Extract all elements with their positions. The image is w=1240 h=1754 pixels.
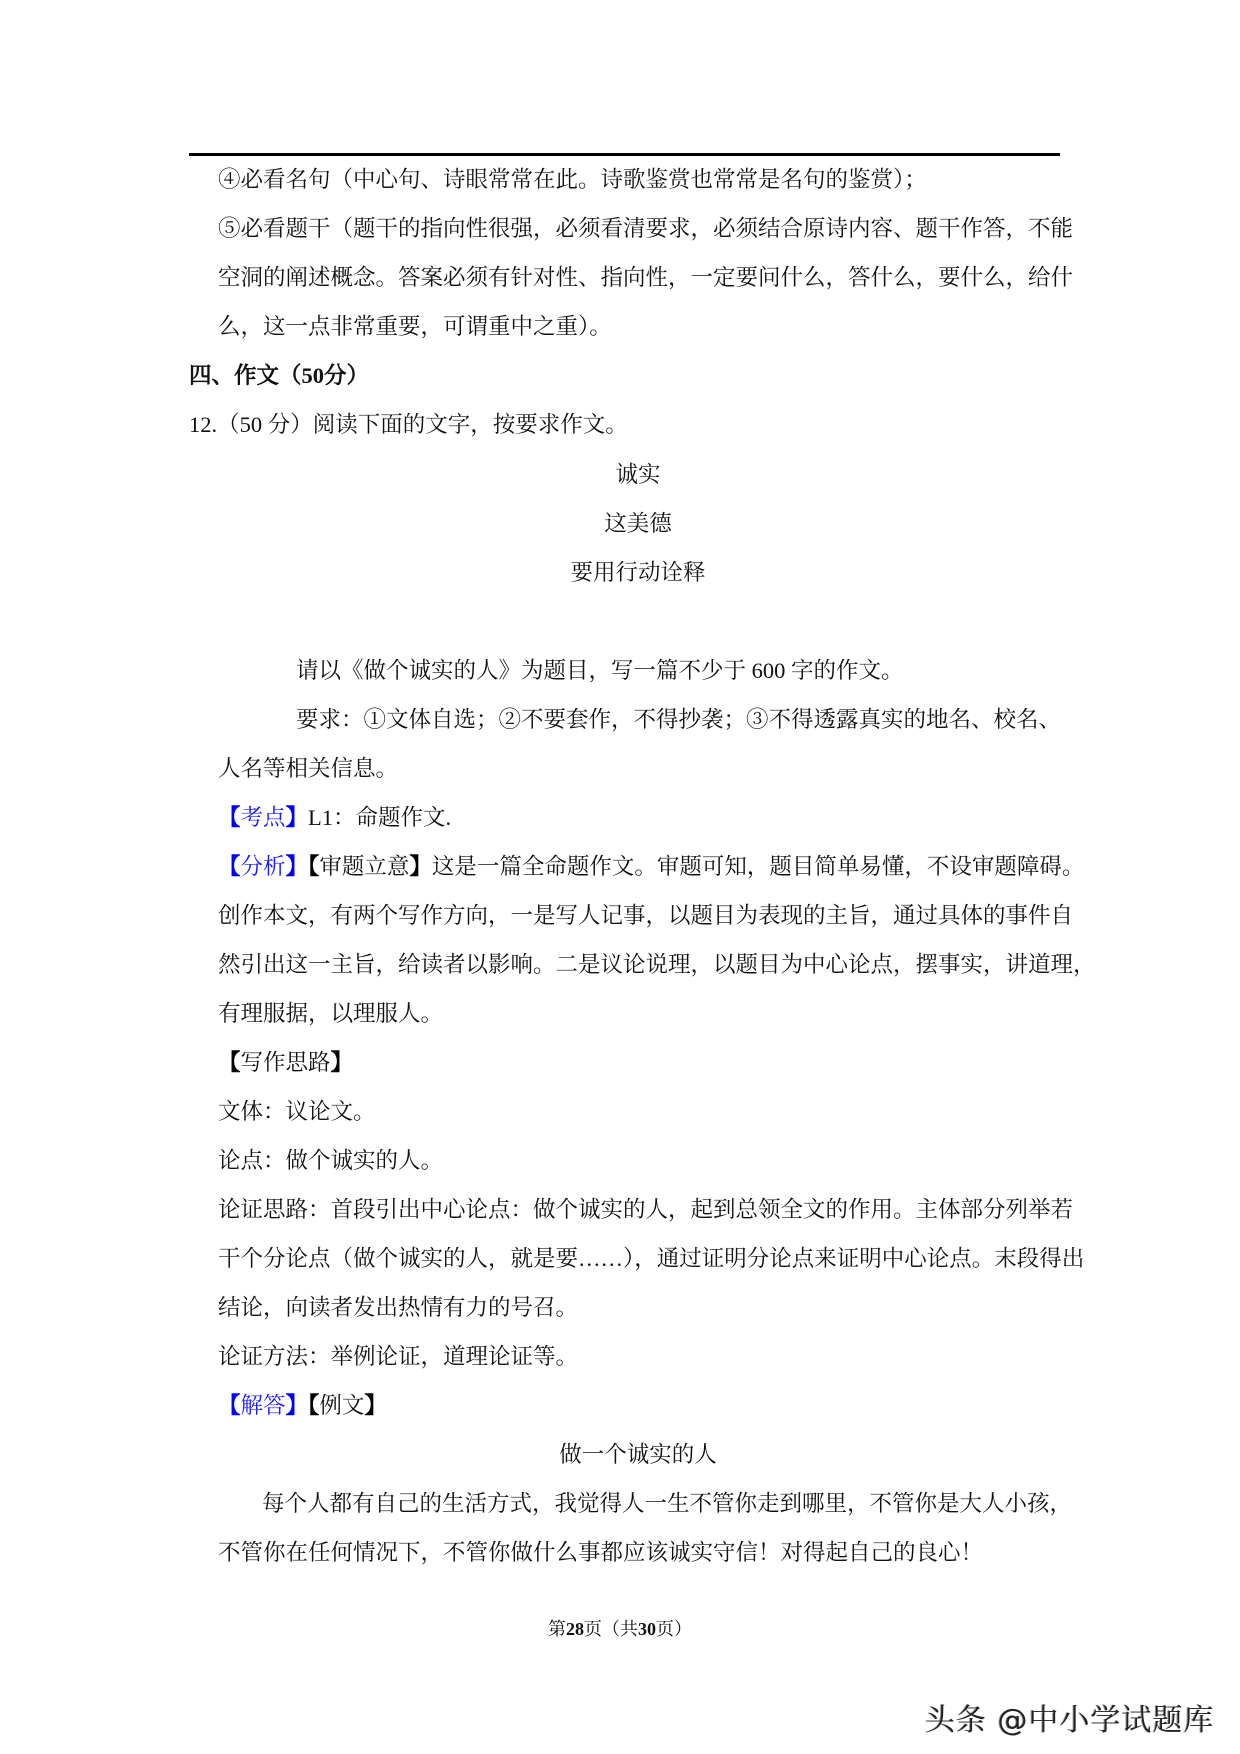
essay-line-2: 不管你在任何情况下，不管你做什么事都应该诚实守信！对得起自己的良心！ [218,1540,984,1565]
poem-line-3: 要用行动诠释 [570,560,706,585]
fenxi-line-4: 有理服据，以理服人。 [218,1001,444,1026]
footer-prefix: 第 [548,1619,566,1639]
footer-page-number: 28 [566,1619,584,1639]
page-footer [0,1615,1240,1641]
kaodian-row [218,803,451,833]
kaodian-text: L1：命题作文. [308,805,452,830]
section-heading: 四、作文（50分） [189,363,370,388]
bracket-open: 【 [218,1050,241,1075]
tip-line-5-end: 么，这一点非常重要，可谓重中之重）。 [218,314,612,339]
fenxi-subtag: 审题立意 [319,854,410,879]
methods-line: 论证方法：举例论证，道理论证等。 [218,1344,579,1369]
bracket-close: 】 [409,854,432,879]
thesis-line: 论点：做个诚实的人。 [218,1148,444,1173]
watermark: 头条 @中小学试题库 [925,1703,1215,1738]
essay-line-1: 每个人都有自己的生活方式，我觉得人一生不管你走到哪里，不管你是大人小孩， [262,1491,1073,1516]
bracket-open: 【 [308,1393,320,1418]
reasoning-line-3: 结论，向读者发出热情有力的号召。 [218,1295,579,1320]
bracket-close: 】 [285,1393,309,1418]
tip-line-4: ④必看名句（中心句、诗眼常常在此。诗歌鉴赏也常常是名句的鉴赏）； [218,167,927,192]
footer-suffix: 页） [656,1619,692,1639]
footer-mid: 页（共 [584,1619,638,1639]
bracket-close: 】 [285,805,309,830]
answer-tag: 解答 [240,1393,286,1418]
kaodian-tag: 考点 [240,805,286,830]
footer-total-pages: 30 [638,1619,656,1639]
answer-subtag: 例文 [319,1393,365,1418]
bracket-open: 【 [218,854,241,879]
bracket-open: 【 [218,805,241,830]
requirements-line-2: 人名等相关信息。 [218,756,399,781]
fenxi-tag: 分析 [240,854,286,879]
reasoning-line-2: 干个分论点（做个诚实的人，就是要……），通过证明分论点来证明中心论点。末段得出 [218,1246,1085,1271]
fenxi-line-3: 然引出这一主旨，给读者以影响。二是议论说理，以题目为中心论点，摆事实，讲道理， [218,952,1096,977]
bracket-open: 【 [308,854,320,879]
tip-line-5: ⑤必看题干（题干的指向性很强，必须看清要求，必须结合原诗内容、题干作答，不能 [218,216,1074,241]
fenxi-line-2: 创作本文，有两个写作方向，一是写人记事，以题目为表现的主旨，通过具体的事件自 [218,903,1074,928]
fenxi-row [218,852,1084,882]
writing-ideas-heading [218,1048,353,1078]
bracket-close: 】 [330,1050,354,1075]
genre-line: 文体：议论文。 [218,1099,376,1124]
fenxi-line-1: 这是一篇全命题作文。审题可知，题目简单易懂，不设审题障碍。 [431,854,1085,879]
bracket-open: 【 [218,1393,241,1418]
header-rule [189,153,1060,156]
bracket-close: 】 [285,854,309,879]
answer-row [218,1391,387,1421]
poem-line-2: 这美德 [604,511,672,536]
question-stem: 12.（50 分）阅读下面的文字，按要求作文。 [189,412,628,437]
tip-line-5-cont: 空洞的阐述概念。答案必须有针对性、指向性，一定要问什么，答什么，要什么，给什 [218,265,1074,290]
essay-title: 做一个诚实的人 [559,1442,717,1467]
requirements-line-1: 要求：①文体自选；②不要套作，不得抄袭；③不得透露真实的地名、校名、 [296,707,1062,732]
writing-ideas-tag: 写作思路 [240,1050,331,1075]
poem-line-1: 诚实 [615,462,661,487]
bracket-close: 】 [364,1393,387,1418]
essay-prompt: 请以《做个诚实的人》为题目，写一篇不少于 600 字的作文。 [296,658,904,683]
reasoning-line-1: 论证思路：首段引出中心论点：做个诚实的人，起到总领全文的作用。主体部分列举若 [218,1197,1074,1222]
